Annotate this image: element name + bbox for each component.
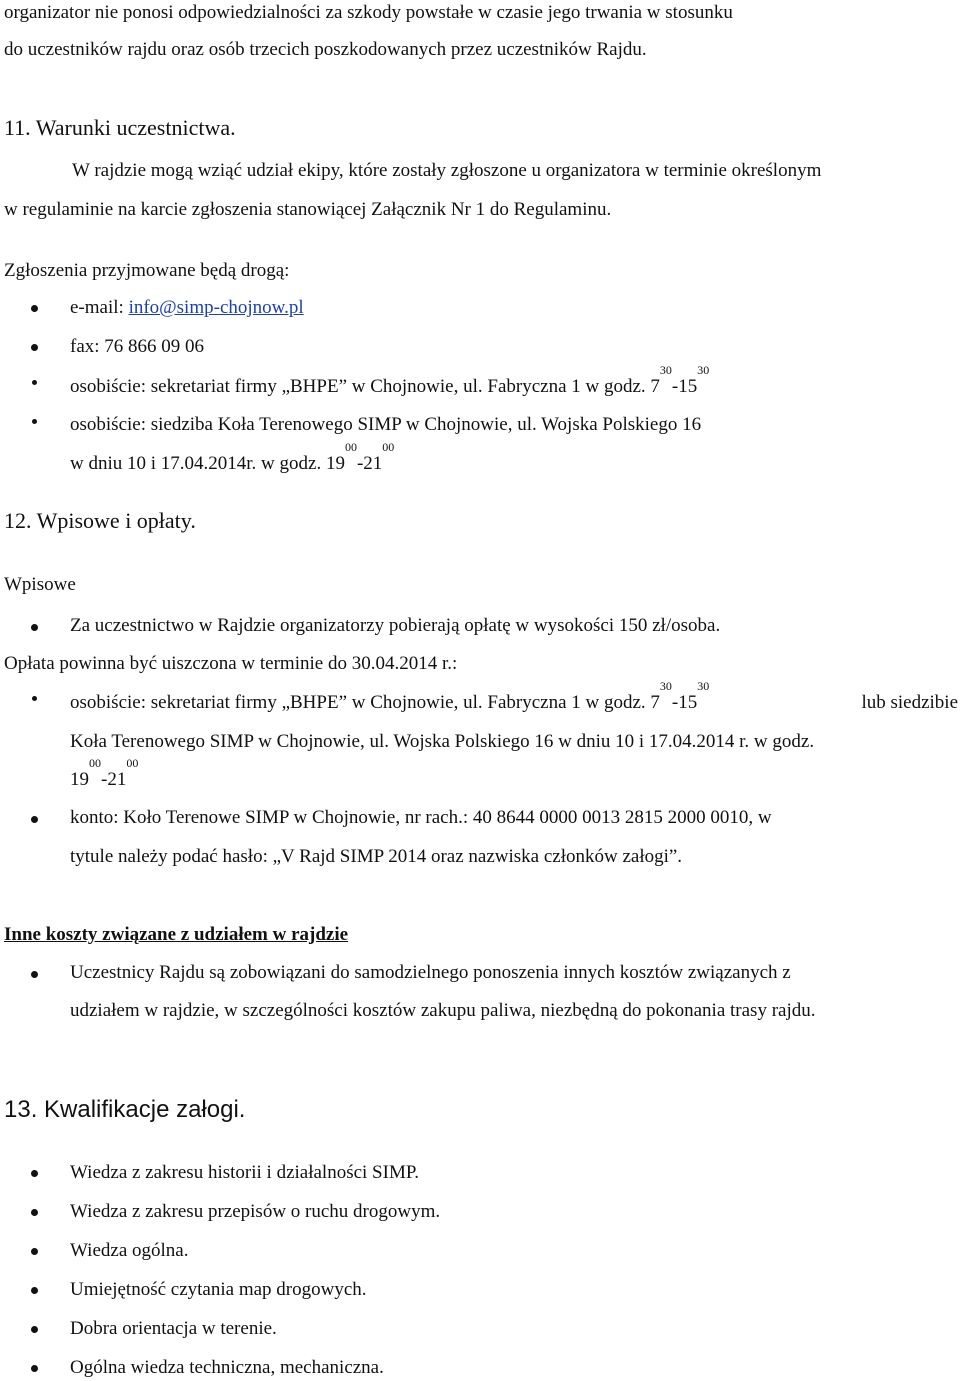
email-label: e-mail:	[70, 297, 124, 318]
pay-office-text: osobiście: sekretariat firmy „BHPE” w Chojnowie, ul. Fabryczna 1 w godz. 7	[70, 692, 660, 713]
bullet-icon	[32, 380, 37, 385]
time-sup: 00	[382, 440, 395, 454]
club-dates: w dniu 10 i 17.04.2014r. w godz. 19	[70, 453, 345, 474]
bullet-icon	[31, 344, 38, 351]
time-sup: 00	[126, 756, 139, 770]
time-sup: 30	[659, 679, 672, 693]
list-item-email	[70, 297, 304, 319]
bullet-icon	[31, 1170, 38, 1177]
qualification-item: Wiedza z zakresu historii i działalności SIMP.	[70, 1162, 420, 1183]
email-link[interactable]: info@simp-chojnow.pl	[128, 297, 304, 318]
time-sup: 00	[344, 440, 357, 454]
time-sep: -21	[356, 453, 383, 474]
bullet-icon	[32, 419, 37, 424]
section-13-heading: 13. Kwalifikacje załogi.	[4, 1096, 246, 1123]
other-costs-line-1: Uczestnicy Rajdu są zobowiązani do samodzielnego ponoszenia innych kosztów związanych z	[70, 962, 791, 983]
section-12-heading: 12. Wpisowe i opłaty.	[4, 508, 196, 533]
time-sup: 30	[697, 679, 710, 693]
bullet-icon	[31, 1209, 38, 1216]
bullet-icon	[31, 1326, 38, 1333]
qualification-item: Wiedza z zakresu przepisów o ruchu drogowym.	[70, 1201, 441, 1222]
other-costs-heading: Inne koszty związane z udziałem w rajdzie	[4, 924, 349, 945]
payment-item-office-line-3	[70, 756, 139, 791]
payment-deadline: Opłata powinna być uiszczona w terminie do 30.04.2014 r.:	[4, 653, 458, 674]
time-sep: -21	[101, 769, 127, 790]
list-item-club-line-2	[70, 440, 395, 475]
qualification-item: Wiedza ogólna.	[70, 1240, 189, 1261]
other-costs-line-2: udziałem w rajdzie, w szczególności kosztów zakupu paliwa, niezbędną do pokonania trasy rajdu.	[70, 1000, 816, 1021]
bullet-icon	[31, 1248, 38, 1255]
entry-fee-subheading: Wpisowe	[4, 574, 76, 595]
qualification-item: Ogólna wiedza techniczna, mechaniczna.	[70, 1357, 384, 1378]
time-sup: 30	[697, 363, 710, 377]
pay-hours: 19	[70, 769, 89, 790]
payment-item-office-line-1	[70, 679, 958, 714]
bullet-icon	[31, 816, 38, 823]
fee-item: Za uczestnictwo w Rajdzie organizatorzy pobierają opłatę w wysokości 150 zł/osoba.	[70, 615, 721, 636]
office-text: osobiście: sekretariat firmy „BHPE” w Chojnowie, ul. Fabryczna 1 w godz. 7	[70, 376, 660, 397]
bullet-icon	[31, 305, 38, 312]
s11-paragraph-line-1: W rajdzie mogą wziąć udział ekipy, które zostały zgłoszone u organizatora w terminie określonym	[72, 160, 822, 181]
bullet-icon	[31, 1365, 38, 1372]
list-item-fax: fax: 76 866 09 06	[70, 336, 205, 357]
qualification-item: Umiejętność czytania map drogowych.	[70, 1279, 367, 1300]
payment-item-account-line-1: konto: Koło Terenowe SIMP w Chojnowie, nr rach.: 40 8644 0000 0013 2815 2000 0010, w	[70, 807, 772, 828]
section-11-heading: 11. Warunki uczestnictwa.	[4, 115, 236, 140]
applications-intro: Zgłoszenia przyjmowane będą drogą:	[4, 260, 290, 281]
list-item-club-line-1: osobiście: siedziba Koła Terenowego SIMP w Chojnowie, ul. Wojska Polskiego 16	[70, 414, 702, 435]
payment-item-office-line-2: Koła Terenowego SIMP w Chojnowie, ul. Wojska Polskiego 16 w dniu 10 i 17.04.2014 r. w godz.	[70, 731, 815, 752]
qualification-item: Dobra orientacja w terenie.	[70, 1318, 277, 1339]
bullet-icon	[31, 971, 38, 978]
pay-office-end: lub siedzibie	[861, 692, 958, 713]
list-item-office-hours	[70, 363, 710, 398]
time-sup: 30	[659, 363, 672, 377]
s11-paragraph-line-2: w regulaminie na karcie zgłoszenia stanowiącej Załącznik Nr 1 do Regulaminu.	[4, 199, 612, 220]
intro-line-2: do uczestników rajdu oraz osób trzecich poszkodowanych przez uczestników Rajdu.	[4, 39, 647, 60]
bullet-icon	[31, 1287, 38, 1294]
intro-line-1: organizator nie ponosi odpowiedzialności za szkody powstałe w czasie jego trwania w stosunku	[4, 2, 733, 23]
bullet-icon	[31, 624, 38, 631]
time-sup: 00	[89, 756, 101, 770]
payment-item-account-line-2: tytule należy podać hasło: „V Rajd SIMP 2014 oraz nazwiska członków załogi”.	[70, 846, 683, 867]
time-sep: -15	[671, 376, 698, 397]
time-sep: -15	[671, 692, 698, 713]
bullet-icon	[32, 696, 37, 701]
